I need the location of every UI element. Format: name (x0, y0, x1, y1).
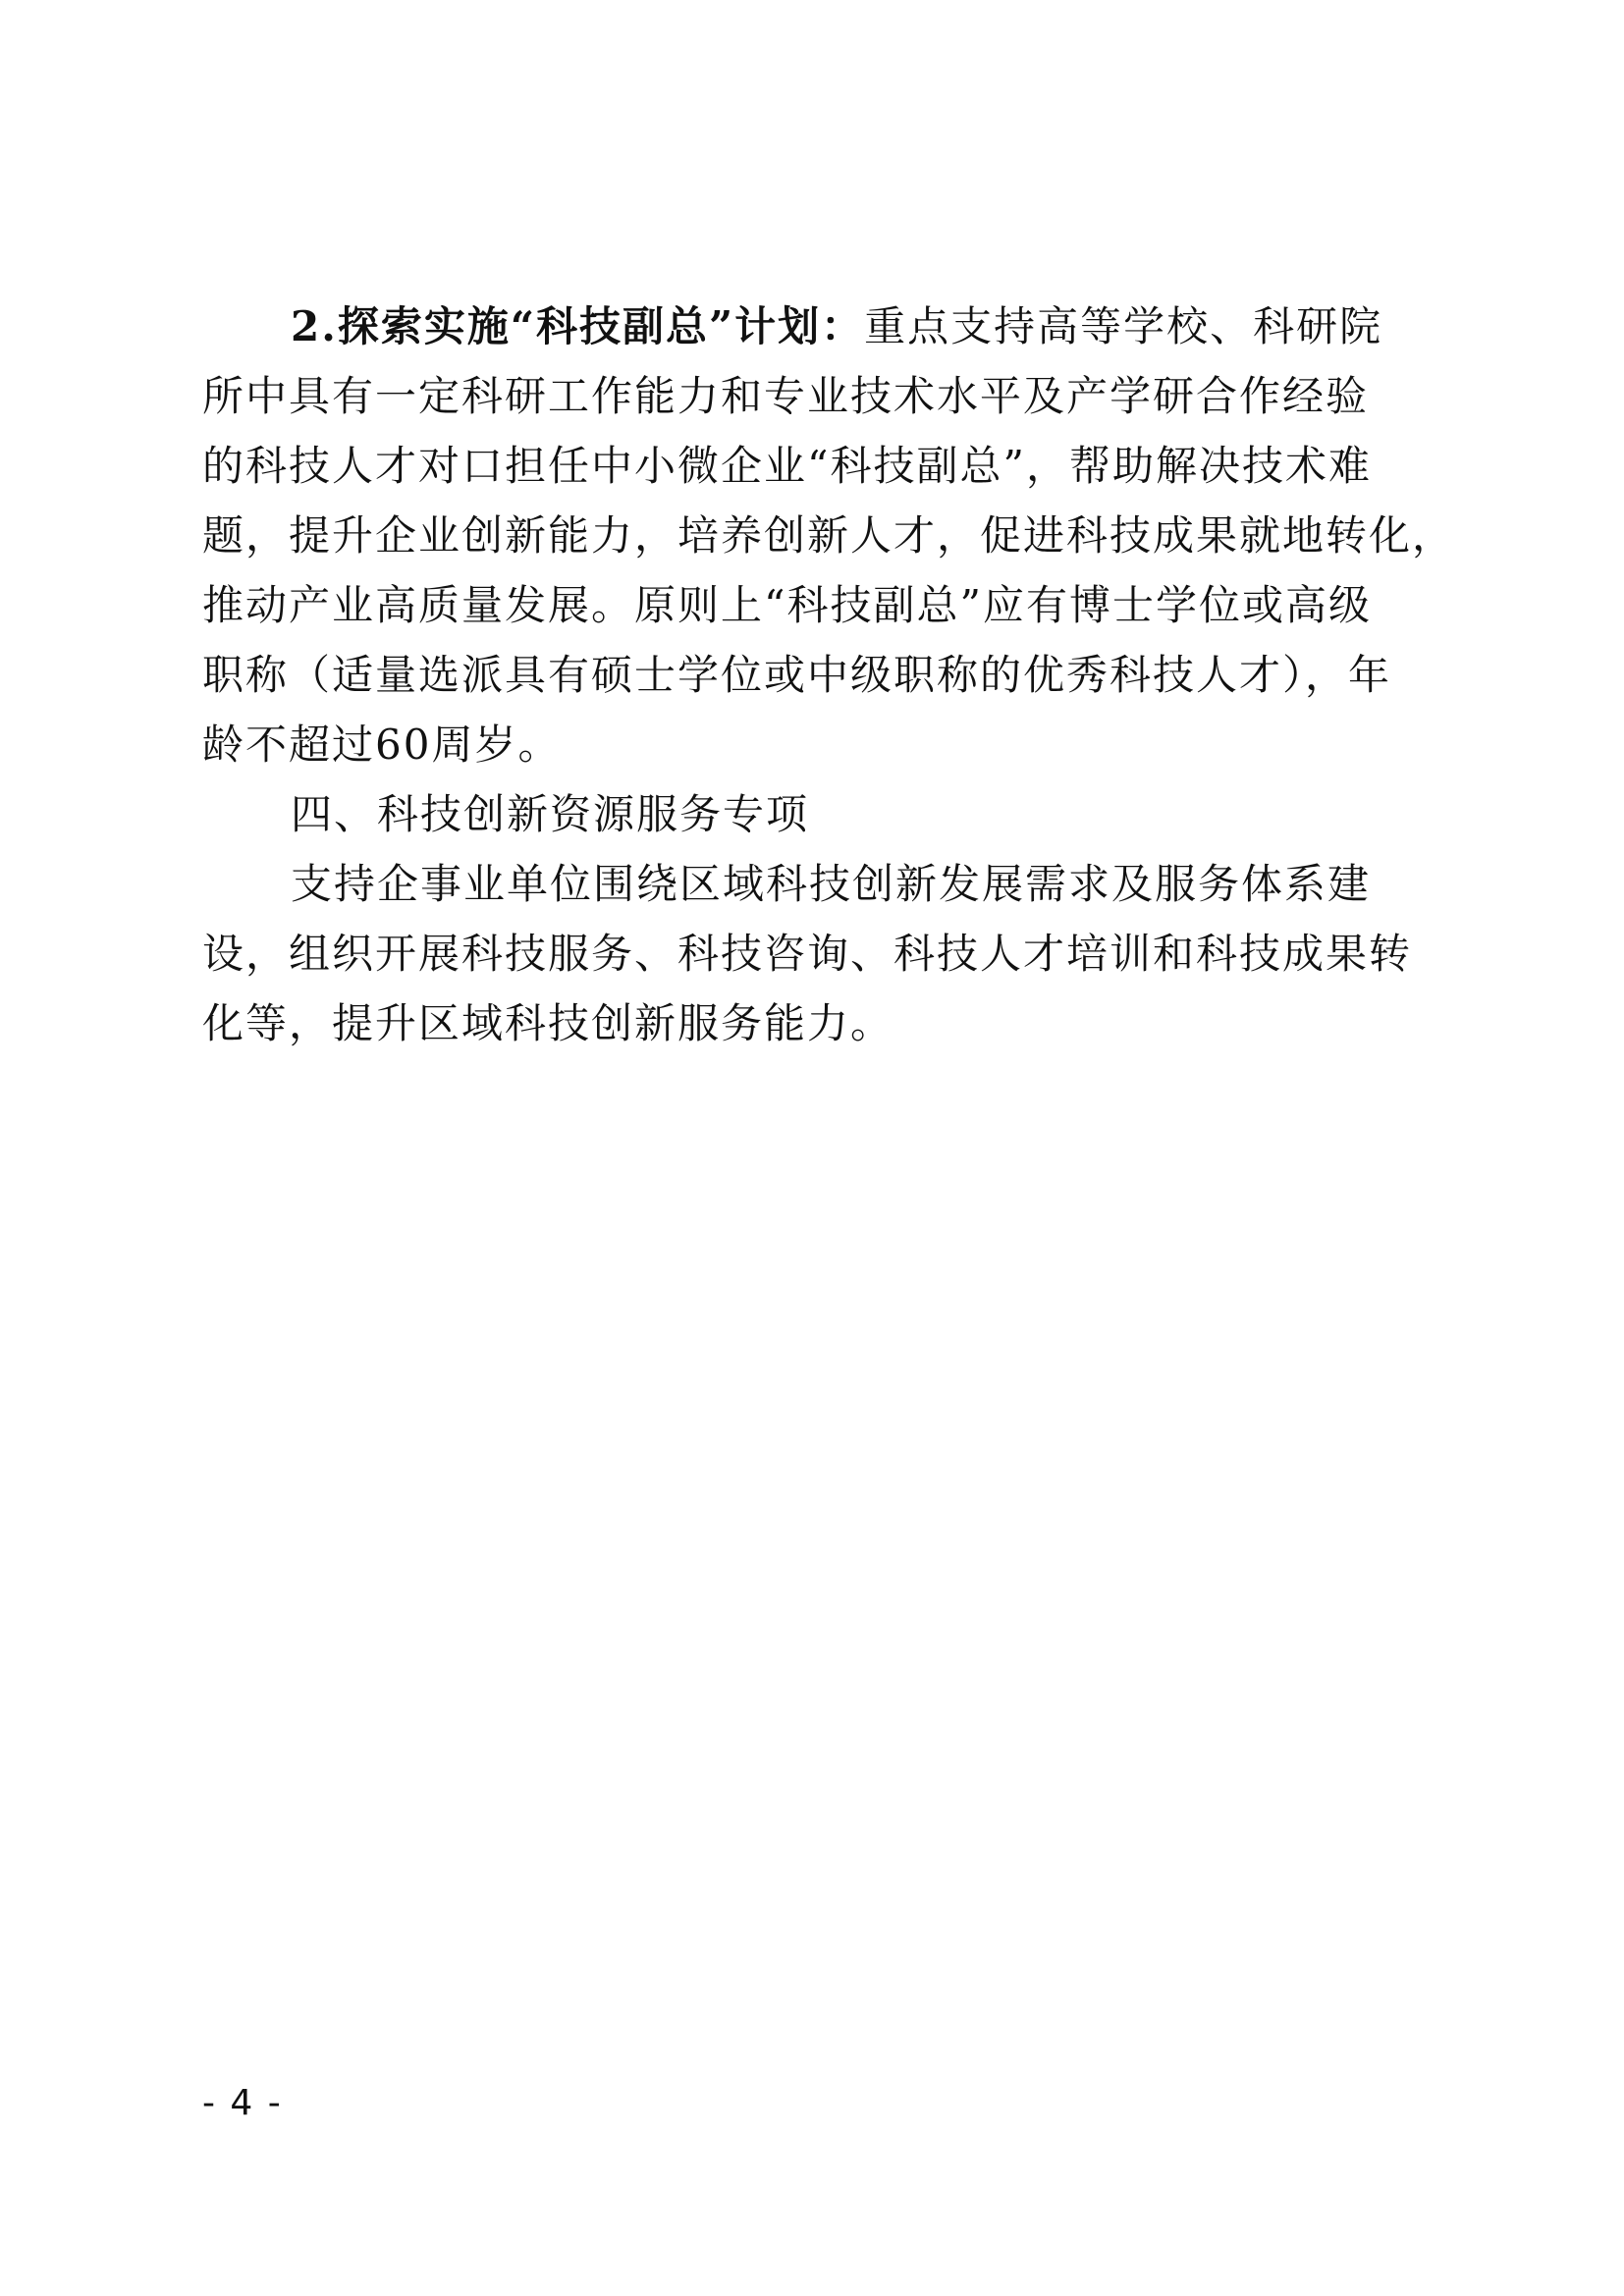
paragraph-line: 题，提升企业创新能力，培养创新人才，促进科技成果就地转化， (202, 511, 1456, 560)
paragraph-line: 的科技人才对口担任中小微企业“科技副总”，帮助解决技术难 (202, 442, 1372, 490)
paragraph-line: 支持企事业单位围绕区域科技创新发展需求及服务体系建 (291, 860, 1372, 908)
paragraph-line: 推动产业高质量发展。原则上“科技副总”应有博士学位或高级 (202, 581, 1372, 629)
paragraph-text: 重点支持高等学校、科研院 (864, 302, 1383, 350)
paragraph-line: 职称（适量选派具有硕士学位或中级职称的优秀科技人才），年 (202, 651, 1392, 699)
paragraph-line: 设，组织开展科技服务、科技咨询、科技人才培训和科技成果转 (202, 930, 1413, 978)
paragraph-line: 化等，提升区域科技创新服务能力。 (202, 999, 894, 1047)
paragraph-line: 龄不超过60周岁。 (202, 721, 562, 769)
section-heading: 四、科技创新资源服务专项 (291, 790, 810, 838)
page-number: - 4 - (202, 2083, 283, 2123)
paragraph-lead: 2.探索实施“科技副总”计划： (291, 302, 865, 350)
paragraph-line (202, 296, 1382, 357)
paragraph-line: 所中具有一定科研工作能力和专业技术水平及产学研合作经验 (202, 372, 1370, 420)
